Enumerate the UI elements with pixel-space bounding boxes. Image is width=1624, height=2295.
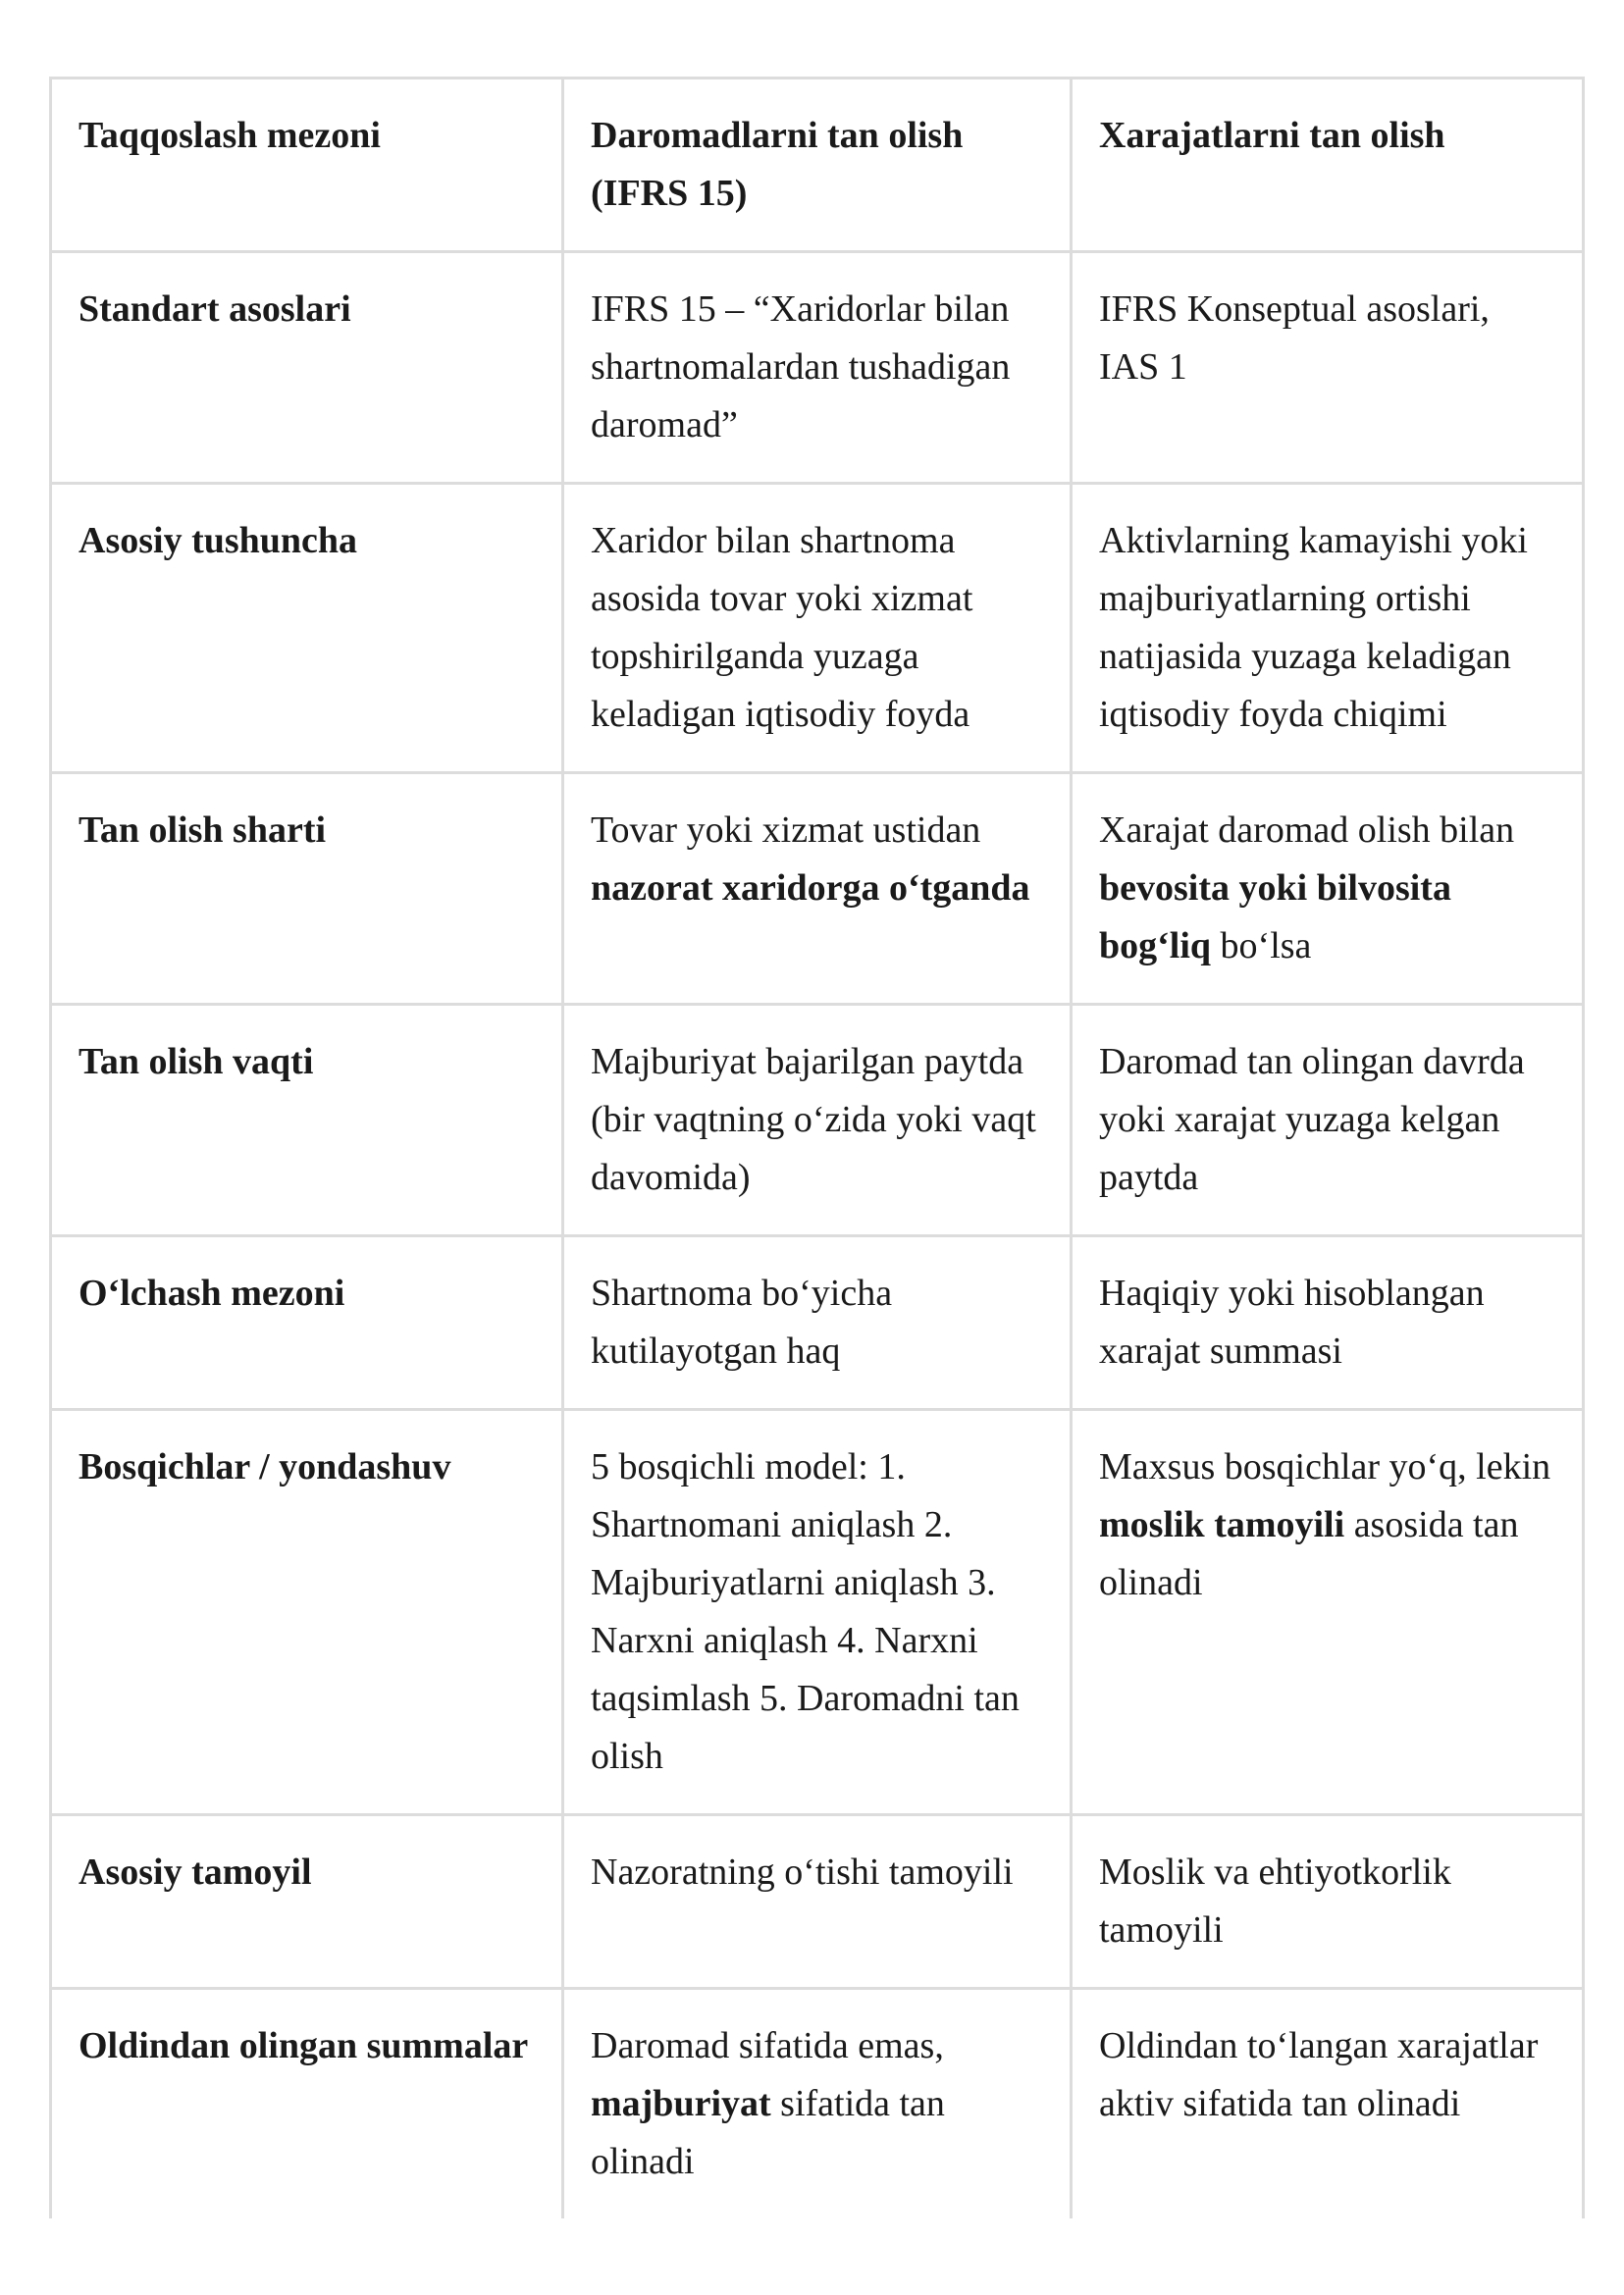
text-run: Daromad tan olingan davrda yoki xarajat yuzaga kelgan paytda: [1099, 1041, 1525, 1198]
text-run: Tovar yoki xizmat ustidan: [591, 809, 981, 851]
text-run: Moslik va ehtiyotkorlik tamoyili: [1099, 1852, 1451, 1951]
bold-text-run: bevosita yoki bilvosita bog‘liq: [1099, 867, 1451, 966]
revenue-cell: [563, 773, 1072, 1005]
expense-cell: [1072, 773, 1584, 1005]
revenue-cell: [563, 252, 1072, 484]
table-row: [51, 252, 1584, 484]
criterion-cell: Standart asoslari: [51, 252, 563, 484]
bold-text-run: moslik tamoyili: [1099, 1504, 1345, 1545]
header-criterion: Taqqoslash mezoni: [51, 78, 563, 252]
criterion-cell: O‘lchash mezoni: [51, 1236, 563, 1410]
table-row: [51, 1005, 1584, 1236]
revenue-cell: [563, 1236, 1072, 1410]
header-expense: Xarajatlarni tan olish: [1072, 78, 1584, 252]
expense-cell: [1072, 1815, 1584, 1989]
text-run: Shartnoma bo‘yicha kutilayotgan haq: [591, 1273, 893, 1372]
comparison-table: [49, 77, 1585, 2218]
expense-cell: [1072, 1410, 1584, 1815]
criterion-cell: Oldindan olingan summalar: [51, 1989, 563, 2219]
text-run: Majburiyat bajarilgan paytda (bir vaqtning o‘zida yoki vaqt davomida): [591, 1041, 1036, 1198]
text-run: bo‘lsa: [1211, 925, 1312, 966]
text-run: asosida tan olinadi: [1099, 1504, 1519, 1603]
bold-text-run: nazorat xaridorga o‘tganda: [591, 867, 1030, 909]
text-run: Maxsus bosqichlar yo‘q, lekin: [1099, 1446, 1551, 1487]
text-run: sifatida tan olinadi: [591, 2083, 945, 2182]
revenue-cell: [563, 484, 1072, 773]
table-row: [51, 1989, 1584, 2219]
text-run: Xaridor bilan shartnoma asosida tovar yoki xizmat topshirilganda yuzaga keladigan iqtisodiy foyda: [591, 520, 973, 735]
text-run: Aktivlarning kamayishi yoki majburiyatlarning ortishi natijasida yuzaga keladigan iqtisodiy foyda chiqimi: [1099, 520, 1528, 735]
table-header-row: [51, 78, 1584, 252]
table-row: [51, 1815, 1584, 1989]
text-run: Haqiqiy yoki hisoblangan xarajat summasi: [1099, 1273, 1485, 1372]
header-revenue: Daromadlarni tan olish (IFRS 15): [563, 78, 1072, 252]
text-run: Oldindan to‘langan xarajatlar aktiv sifatida tan olinadi: [1099, 2025, 1539, 2124]
table-row: [51, 1236, 1584, 1410]
criterion-cell: Tan olish vaqti: [51, 1005, 563, 1236]
table-row: [51, 1410, 1584, 1815]
text-run: Nazoratning o‘tishi tamoyili: [591, 1852, 1014, 1893]
expense-cell: [1072, 484, 1584, 773]
revenue-cell: [563, 1410, 1072, 1815]
criterion-cell: Asosiy tamoyil: [51, 1815, 563, 1989]
text-run: IFRS Konseptual asoslari, IAS 1: [1099, 288, 1490, 388]
text-run: 5 bosqichli model: 1. Shartnomani aniqlash 2. Majburiyatlarni aniqlash 3. Narxni aniqlash 4. Narxni taqsimlash 5. Daromadni tan olish: [591, 1446, 1020, 1777]
text-run: IFRS 15 – “Xaridorlar bilan shartnomalardan tushadigan daromad”: [591, 288, 1011, 445]
expense-cell: [1072, 1236, 1584, 1410]
text-run: Xarajat daromad olish bilan: [1099, 809, 1515, 851]
revenue-cell: [563, 1005, 1072, 1236]
criterion-cell: Bosqichlar / yondashuv: [51, 1410, 563, 1815]
table-row: [51, 484, 1584, 773]
table-row: [51, 773, 1584, 1005]
expense-cell: [1072, 1989, 1584, 2219]
expense-cell: [1072, 252, 1584, 484]
revenue-cell: [563, 1989, 1072, 2219]
criterion-cell: Asosiy tushuncha: [51, 484, 563, 773]
text-run: Daromad sifatida emas,: [591, 2025, 944, 2066]
criterion-cell: Tan olish sharti: [51, 773, 563, 1005]
expense-cell: [1072, 1005, 1584, 1236]
bold-text-run: majburiyat: [591, 2083, 771, 2124]
revenue-cell: [563, 1815, 1072, 1989]
